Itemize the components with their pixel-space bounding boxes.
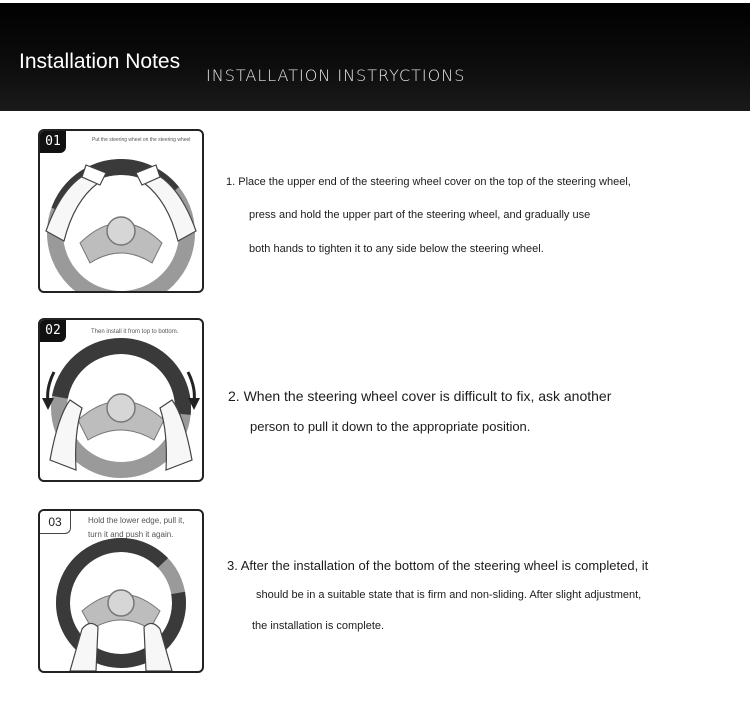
step-1-number-badge: 01	[40, 131, 66, 153]
step-3-caption-line-2: turn it and push it again.	[88, 530, 174, 539]
step-2-line-2: person to pull it down to the appropriate position.	[250, 419, 531, 434]
step-3-caption	[88, 514, 185, 542]
steering-wheel-hands-icon	[40, 131, 202, 291]
page-subtitle: INSTALLATION INSTRYCTIONS	[206, 66, 466, 85]
step-3-line-1: 3. After the installation of the bottom of the steering wheel is completed, it	[227, 558, 649, 573]
step-3-caption-line-1: Hold the lower edge, pull it,	[88, 516, 185, 525]
step-2-caption: Then install it from top to bottom.	[91, 329, 179, 335]
step-3-illustration	[38, 509, 204, 673]
steering-wheel-arrows-icon	[40, 320, 202, 480]
step-3-number-badge: 03	[40, 511, 71, 534]
step-1-line-1: 1. Place the upper end of the steering wheel cover on the top of the steering wheel,	[226, 176, 631, 188]
header-banner	[0, 3, 750, 111]
step-3-line-3: the installation is complete.	[252, 620, 385, 632]
page-title: Installation Notes	[19, 50, 181, 73]
step-3-line-2: should be in a suitable state that is firm and non-sliding. After slight adjustment,	[256, 589, 642, 601]
step-1-line-3: both hands to tighten it to any side below the steering wheel.	[249, 243, 544, 255]
step-2-illustration	[38, 318, 204, 482]
step-2-number-badge: 02	[40, 320, 66, 342]
step-1-illustration	[38, 129, 204, 293]
step-1-line-2: press and hold the upper part of the steering wheel, and gradually use	[249, 209, 591, 221]
step-1-caption: Put the steering wheel on the steering wheel	[92, 137, 191, 143]
step-2-line-1: 2. When the steering wheel cover is difficult to fix, ask another	[228, 388, 612, 404]
